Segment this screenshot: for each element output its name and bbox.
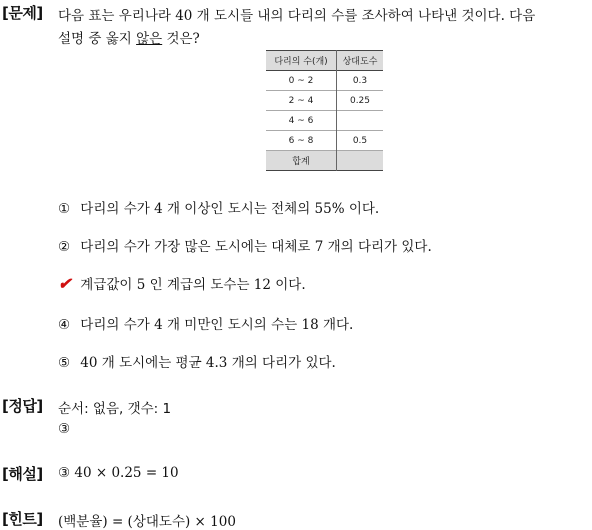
table-row (266, 111, 383, 131)
table-row (266, 91, 383, 111)
choice-1[interactable] (58, 197, 379, 217)
choice-3-text: 계급값이 5 인 계급의 도수는 12 이다. (80, 277, 306, 293)
table-row (266, 131, 383, 151)
table-total-label: 합계 (266, 151, 337, 171)
table-total-row (266, 151, 383, 171)
choice-5-text: 40 개 도시에는 평균 4.3 개의 다리가 있다. (80, 355, 336, 371)
table-header-row (266, 51, 383, 71)
choice-2[interactable] (58, 235, 432, 255)
question-line-2 (58, 27, 200, 47)
explanation-text: ③ 40 × 0.25 = 10 (58, 465, 179, 481)
table-cell-value: 0.5 (352, 135, 368, 146)
header-bridge-count: 다리의 수(개) (266, 51, 337, 71)
choice-2-text: 다리의 수가 가장 많은 도시에는 대체로 7 개의 다리가 있다. (80, 239, 432, 255)
hint-text: (백분율) = (상대도수) × 100 (58, 514, 236, 530)
explanation-label: [해설] (2, 465, 43, 483)
frequency-table (266, 50, 383, 171)
table-cell-value: 0.3 (352, 75, 368, 86)
choice-5-mark: ⑤ (58, 355, 71, 371)
header-relative-frequency: 상대도수 (342, 57, 378, 67)
choice-1-text: 다리의 수가 4 개 이상인 도시는 전체의 55% 이다. (80, 201, 380, 217)
problem-label: [문제] (2, 4, 43, 22)
question-underlined-word: 않은 (136, 31, 163, 47)
table-cell-value (337, 111, 384, 131)
hint-label: [힌트] (2, 510, 43, 528)
choice-3[interactable] (58, 273, 306, 293)
table-cell-value: 0.25 (349, 95, 371, 106)
choice-1-mark: ① (58, 201, 71, 217)
choice-4[interactable] (58, 313, 353, 333)
question-line-2-pre: 설명 중 옳지 (58, 31, 137, 47)
choice-4-text: 다리의 수가 4 개 미만인 도시의 수는 18 개다. (80, 317, 354, 333)
table-total-value (337, 151, 384, 171)
answer-line-1: 순서: 없음, 갯수: 1 (58, 401, 172, 417)
answer-label: [정답] (2, 397, 43, 415)
table-cell-class: 2 ~ 4 (266, 91, 337, 111)
question-line-1: 다음 표는 우리나라 40 개 도시들 내의 다리의 수를 조사하여 나타낸 것이다. 다음 (58, 8, 536, 24)
check-mark-icon: ✔ (58, 274, 72, 293)
choice-2-mark: ② (58, 239, 71, 255)
choice-4-mark: ④ (58, 317, 71, 333)
choice-5[interactable] (58, 351, 336, 371)
table-cell-class: 6 ~ 8 (266, 131, 337, 151)
answer-line-2: ③ (58, 421, 71, 437)
table-cell-class: 4 ~ 6 (266, 111, 337, 131)
table-cell-class: 0 ~ 2 (266, 71, 337, 91)
table-row (266, 71, 383, 91)
question-line-2-post: 것은? (162, 31, 200, 47)
